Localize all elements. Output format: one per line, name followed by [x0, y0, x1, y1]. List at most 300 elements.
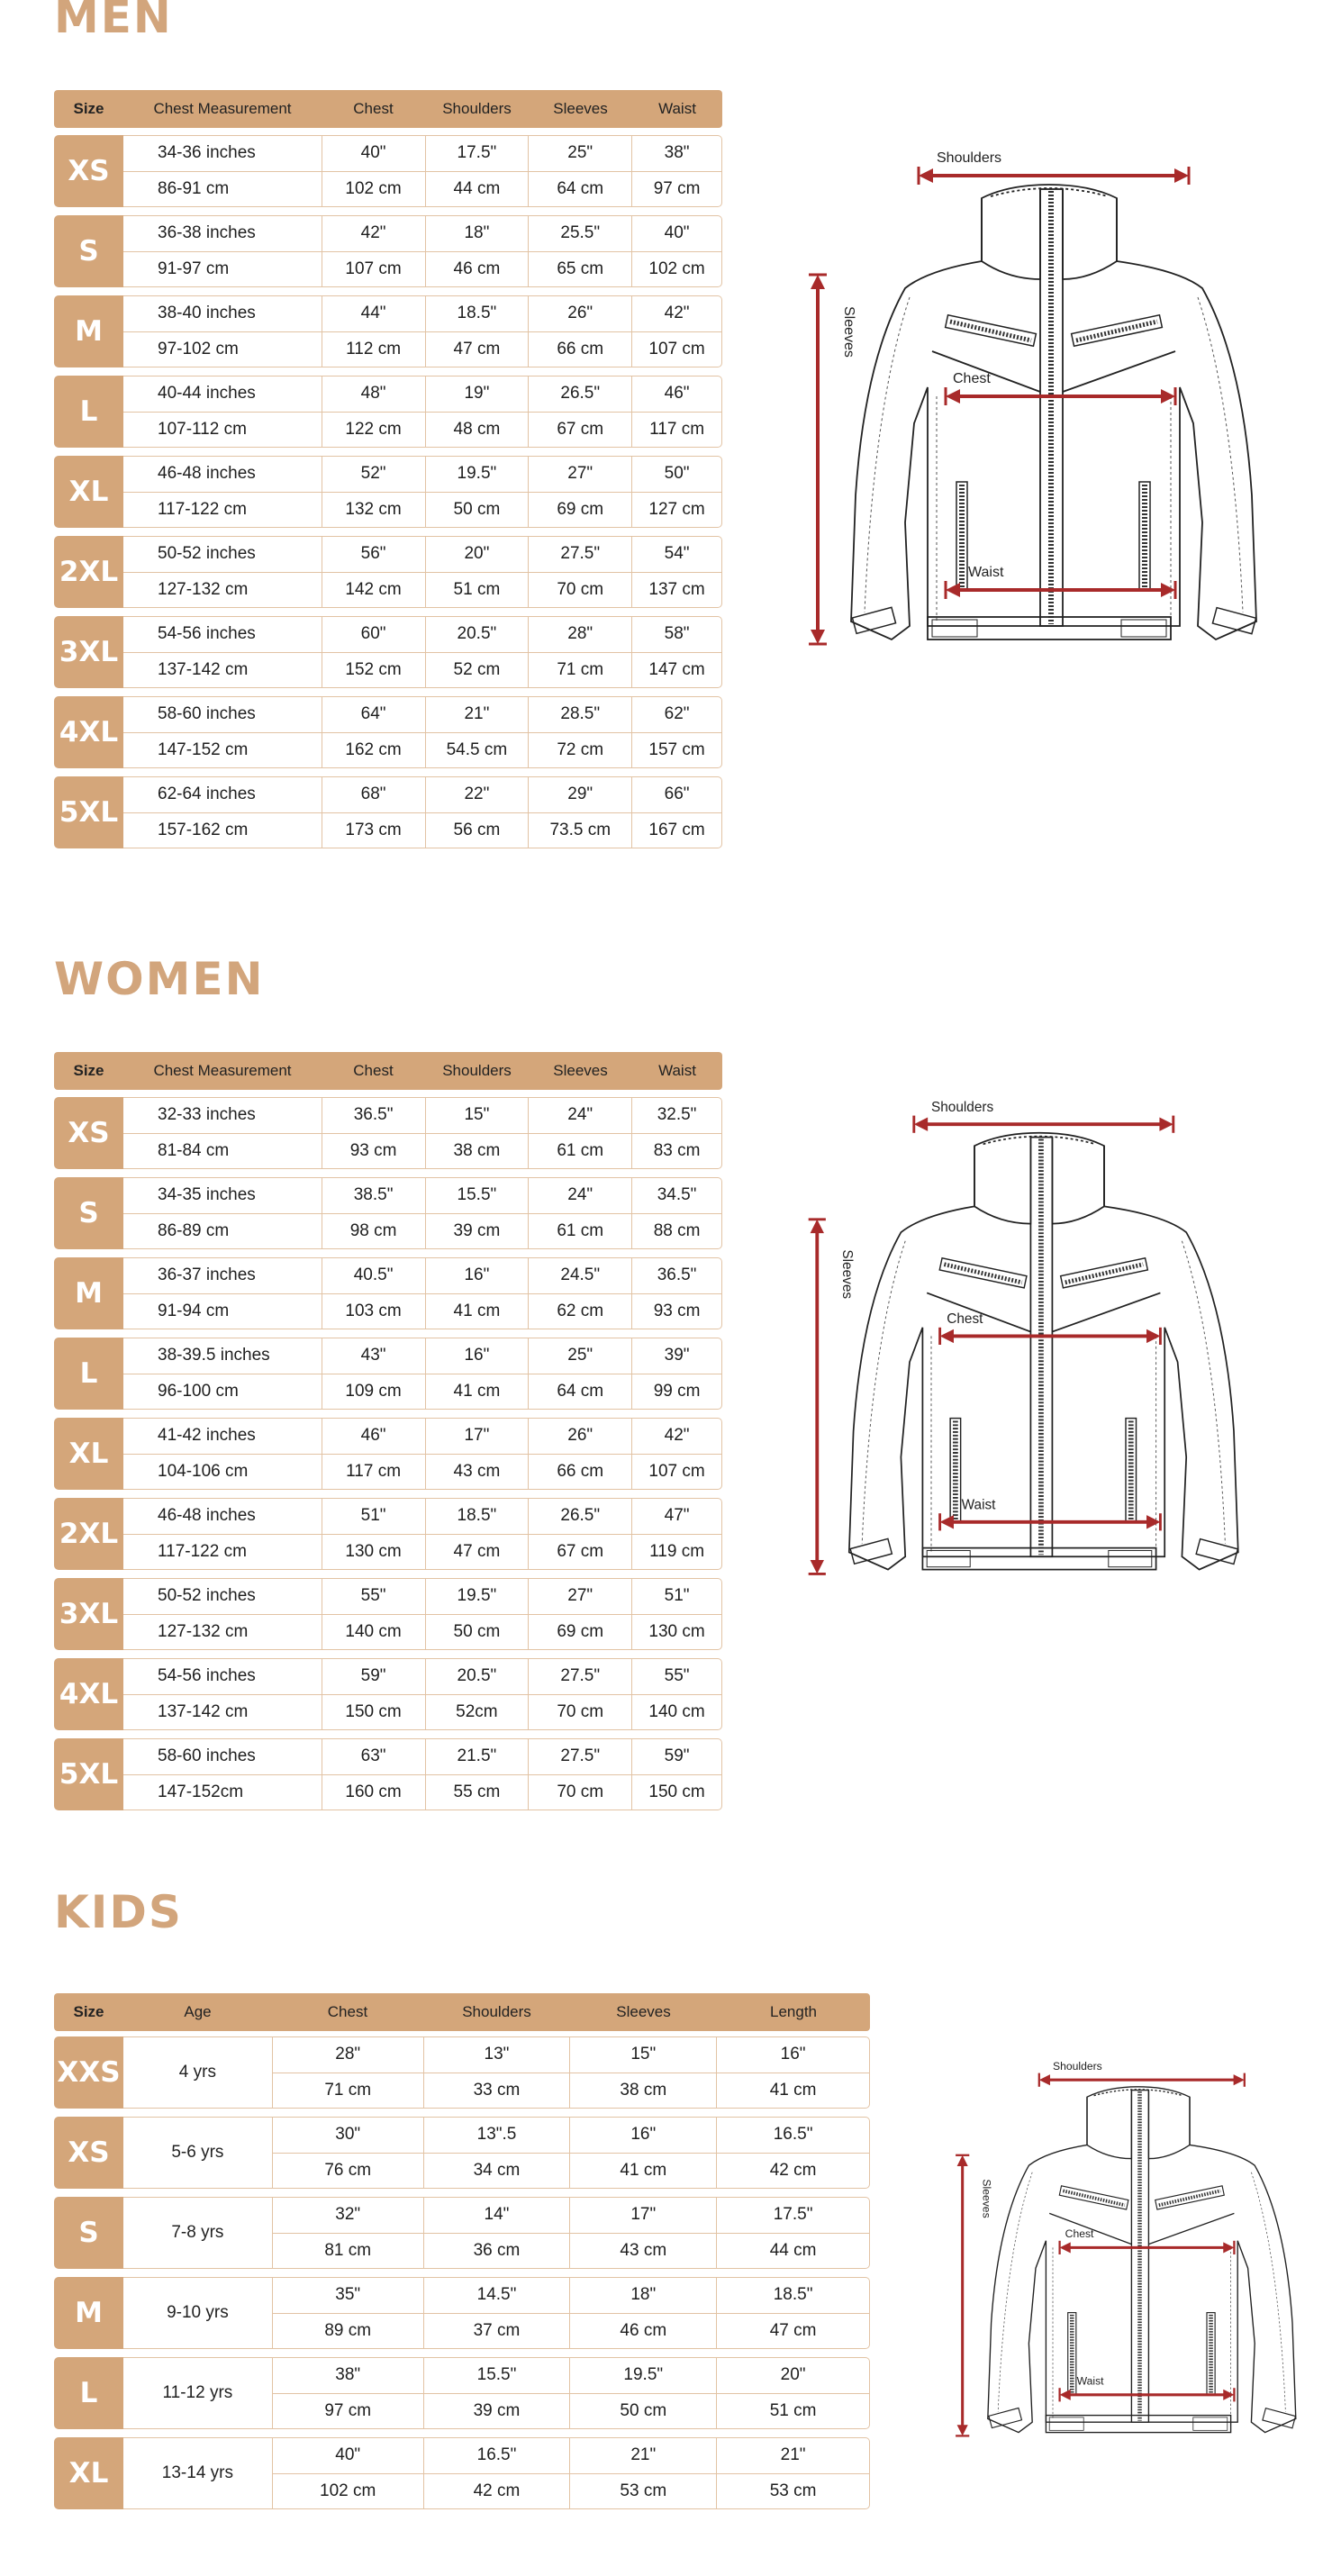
value-inches: 40" — [322, 136, 425, 172]
value-inches: 14.5" — [424, 2278, 570, 2314]
value-inches: 36-38 inches — [123, 216, 322, 252]
cell-sleeves — [528, 1419, 631, 1489]
value-cm: 97-102 cm — [158, 339, 239, 358]
header-length: Length — [770, 2003, 817, 2020]
value-inches: 16" — [717, 2037, 869, 2073]
value-inches: 16" — [570, 2118, 716, 2154]
row-values — [123, 1338, 722, 1410]
table-row — [54, 376, 722, 448]
value-age: 11-12 yrs — [162, 2383, 233, 2402]
cell-sleeves — [528, 216, 631, 286]
value-cm: 69 cm — [557, 499, 604, 519]
value-cm: 36 cm — [473, 2240, 521, 2260]
cell-sleeves — [528, 1258, 631, 1329]
value-cm: 44 cm — [769, 2240, 817, 2260]
size-label: M — [54, 295, 123, 367]
value-cm: 70 cm — [557, 1782, 604, 1801]
value-inches: 40" — [632, 216, 721, 252]
value-inches: 18" — [426, 216, 529, 252]
cell-length — [716, 2118, 869, 2188]
value-cm: 150 cm — [345, 1701, 402, 1721]
row-values — [123, 616, 722, 688]
cell-chest — [322, 136, 425, 206]
value-cm: 122 cm — [345, 419, 402, 439]
value-cm: 61 cm — [557, 1220, 604, 1240]
value-inches: 30" — [273, 2118, 423, 2154]
value-inches: 66" — [632, 777, 721, 813]
value-cm: 137-142 cm — [158, 1701, 249, 1721]
value-inches: 38" — [273, 2358, 423, 2394]
table-row — [54, 696, 722, 768]
value-inches: 21" — [426, 697, 529, 733]
value-cm: 56 cm — [453, 820, 501, 839]
value-inches: 13" — [424, 2037, 570, 2073]
cell-waist — [631, 537, 721, 607]
cell-age — [123, 2358, 272, 2428]
table-row — [54, 536, 722, 608]
women-section-title: WOMEN — [54, 953, 265, 1005]
value-inches: 16.5" — [424, 2438, 570, 2474]
cell-age — [123, 2198, 272, 2268]
table-row — [54, 1418, 722, 1490]
header-size: Size — [73, 100, 104, 117]
value-cm: 51 cm — [769, 2400, 817, 2420]
value-inches: 24.5" — [529, 1258, 631, 1294]
value-cm: 147 cm — [648, 659, 705, 679]
row-values — [123, 2197, 870, 2269]
value-cm: 52 cm — [453, 659, 501, 679]
table-row — [54, 1658, 722, 1730]
cell-chest — [322, 1659, 425, 1729]
jacket-outline — [851, 185, 1256, 639]
header-size: Size — [73, 1062, 104, 1079]
value-inches: 55" — [632, 1659, 721, 1695]
row-values — [123, 2036, 870, 2109]
header-shoulders: Shoulders — [442, 100, 512, 117]
cell-sleeves — [528, 376, 631, 447]
cell-shoulders — [425, 1659, 529, 1729]
value-cm: 91-97 cm — [158, 259, 230, 278]
cell-age — [123, 2037, 272, 2108]
cell-shoulders — [425, 1739, 529, 1810]
value-cm: 117-122 cm — [158, 1541, 247, 1561]
size-label: L — [54, 2357, 123, 2429]
value-inches: 38" — [632, 136, 721, 172]
value-cm: 112 cm — [346, 339, 402, 358]
value-cm: 107 cm — [648, 1461, 705, 1481]
value-cm: 93 cm — [349, 1140, 397, 1160]
value-cm: 117 cm — [649, 419, 705, 439]
cell-chest — [272, 2358, 423, 2428]
cell-waist — [631, 617, 721, 687]
value-cm: 41 cm — [453, 1301, 501, 1320]
value-inches: 56" — [322, 537, 425, 573]
value-cm: 107 cm — [345, 259, 402, 278]
value-inches: 26.5" — [529, 1499, 631, 1535]
cell-chest — [322, 1739, 425, 1810]
value-inches: 34.5" — [632, 1178, 721, 1214]
value-inches: 58-60 inches — [123, 697, 322, 733]
value-cm: 38 cm — [620, 2080, 667, 2100]
value-cm: 109 cm — [345, 1381, 402, 1401]
kids-section-title: KIDS — [54, 1886, 183, 1938]
size-label: L — [54, 376, 123, 448]
value-inches: 16" — [426, 1258, 529, 1294]
value-inches: 14" — [424, 2198, 570, 2234]
cell-chest — [322, 1258, 425, 1329]
value-cm: 102 cm — [648, 259, 705, 278]
value-cm: 38 cm — [453, 1140, 501, 1160]
cell-chest — [322, 1098, 425, 1168]
cell-waist — [631, 136, 721, 206]
value-cm: 64 cm — [557, 178, 604, 198]
size-label: 3XL — [54, 616, 123, 688]
value-inches: 38-40 inches — [123, 296, 322, 332]
value-cm: 81-84 cm — [158, 1140, 230, 1160]
cell-shoulders — [423, 2198, 570, 2268]
value-inches: 32" — [273, 2198, 423, 2234]
cell-sleeves — [569, 2037, 716, 2108]
kids-jacket-diagram — [950, 2049, 1328, 2463]
table-row — [54, 1177, 722, 1249]
cell-age — [123, 2118, 272, 2188]
value-cm: 71 cm — [324, 2080, 372, 2100]
cell-chest — [322, 1499, 425, 1569]
row-values — [123, 1658, 722, 1730]
table-row — [54, 215, 722, 287]
value-cm: 71 cm — [557, 659, 604, 679]
value-inches: 40-44 inches — [123, 376, 322, 413]
value-cm: 117-122 cm — [158, 499, 247, 519]
row-values — [123, 1418, 722, 1490]
table-row — [54, 1257, 722, 1329]
header-waist: Waist — [658, 100, 696, 117]
value-cm: 41 cm — [769, 2080, 817, 2100]
cell-measure — [123, 1178, 322, 1248]
cell-measure — [123, 1739, 322, 1810]
cell-sleeves — [528, 1338, 631, 1409]
value-inches: 44" — [322, 296, 425, 332]
value-inches: 46-48 inches — [123, 457, 322, 493]
waist-label: Waist — [1076, 2374, 1104, 2388]
cell-measure — [123, 1098, 322, 1168]
value-cm: 157 cm — [648, 739, 705, 759]
value-inches: 28" — [529, 617, 631, 653]
row-values — [123, 536, 722, 608]
value-inches: 52" — [322, 457, 425, 493]
row-values — [123, 1257, 722, 1329]
value-inches: 34-35 inches — [123, 1178, 322, 1214]
size-label: XS — [54, 2117, 123, 2189]
value-inches: 24" — [529, 1178, 631, 1214]
value-cm: 86-89 cm — [158, 1220, 230, 1240]
header-size: Size — [73, 2003, 104, 2020]
value-cm: 47 cm — [453, 1541, 501, 1561]
value-inches: 15.5" — [424, 2358, 570, 2394]
cell-measure — [123, 1338, 322, 1409]
value-cm: 142 cm — [345, 579, 402, 599]
value-cm: 98 cm — [349, 1220, 397, 1240]
value-cm: 140 cm — [648, 1701, 705, 1721]
table-row — [54, 295, 722, 367]
cell-sleeves — [569, 2198, 716, 2268]
size-label: M — [54, 1257, 123, 1329]
cell-sleeves — [528, 1499, 631, 1569]
value-cm: 50 cm — [620, 2400, 667, 2420]
value-cm: 99 cm — [653, 1381, 701, 1401]
value-cm: 150 cm — [648, 1782, 705, 1801]
value-cm: 46 cm — [453, 259, 501, 278]
cell-waist — [631, 1579, 721, 1649]
size-label: 5XL — [54, 1738, 123, 1810]
table-row — [54, 616, 722, 688]
value-inches: 54-56 inches — [123, 617, 322, 653]
header-chest-measurement: Chest Measurement — [153, 1062, 292, 1079]
header-shoulders: Shoulders — [462, 2003, 531, 2020]
value-cm: 93 cm — [653, 1301, 701, 1320]
cell-sleeves — [528, 617, 631, 687]
waist-label: Waist — [968, 565, 1004, 580]
cell-waist — [631, 1258, 721, 1329]
value-cm: 97 cm — [324, 2400, 372, 2420]
cell-length — [716, 2037, 869, 2108]
value-age: 5-6 yrs — [171, 2143, 224, 2162]
value-inches: 26" — [529, 1419, 631, 1455]
size-label: XS — [54, 135, 123, 207]
value-inches: 25" — [529, 1338, 631, 1374]
value-inches: 28.5" — [529, 697, 631, 733]
value-cm: 39 cm — [453, 1220, 501, 1240]
cell-chest — [322, 457, 425, 527]
cell-age — [123, 2438, 272, 2508]
row-values — [123, 1177, 722, 1249]
value-inches: 55" — [322, 1579, 425, 1615]
table-row — [54, 776, 722, 848]
size-label: 4XL — [54, 696, 123, 768]
sleeves-label: Sleeves — [841, 306, 856, 358]
value-inches: 21" — [717, 2438, 869, 2474]
row-values — [123, 456, 722, 528]
value-cm: 51 cm — [453, 579, 501, 599]
cell-measure — [123, 1499, 322, 1569]
table-row — [54, 2197, 870, 2269]
cell-sleeves — [528, 296, 631, 367]
value-cm: 50 cm — [453, 499, 501, 519]
value-inches: 42" — [632, 296, 721, 332]
row-values — [123, 1498, 722, 1570]
value-inches: 50" — [632, 457, 721, 493]
value-cm: 130 cm — [345, 1541, 402, 1561]
cell-measure — [123, 216, 322, 286]
cell-measure — [123, 457, 322, 527]
value-age: 4 yrs — [178, 2063, 216, 2082]
cell-length — [716, 2358, 869, 2428]
value-inches: 58" — [632, 617, 721, 653]
value-cm: 53 cm — [620, 2481, 667, 2500]
value-inches: 20" — [426, 537, 529, 573]
cell-measure — [123, 537, 322, 607]
row-values — [123, 2277, 870, 2349]
size-label: S — [54, 2197, 123, 2269]
value-cm: 41 cm — [620, 2160, 667, 2180]
value-cm: 130 cm — [648, 1621, 705, 1641]
value-inches: 25.5" — [529, 216, 631, 252]
value-cm: 43 cm — [620, 2240, 667, 2260]
cell-sleeves — [528, 697, 631, 767]
cell-shoulders — [425, 1098, 529, 1168]
value-inches: 43" — [322, 1338, 425, 1374]
row-values — [123, 2357, 870, 2429]
cell-shoulders — [423, 2438, 570, 2508]
table-row — [54, 2357, 870, 2429]
cell-waist — [631, 296, 721, 367]
value-cm: 76 cm — [324, 2160, 372, 2180]
value-cm: 44 cm — [453, 178, 501, 198]
cell-shoulders — [425, 1178, 529, 1248]
cell-length — [716, 2438, 869, 2508]
cell-chest — [272, 2438, 423, 2508]
jacket-outline — [988, 2087, 1296, 2433]
size-label: XXS — [54, 2036, 123, 2109]
cell-chest — [322, 1178, 425, 1248]
value-cm: 66 cm — [557, 339, 604, 358]
waist-label: Waist — [961, 1497, 996, 1513]
value-cm: 102 cm — [320, 2481, 376, 2500]
value-cm: 67 cm — [557, 1541, 604, 1561]
value-cm: 137 cm — [648, 579, 705, 599]
value-inches: 59" — [632, 1739, 721, 1775]
cell-shoulders — [423, 2278, 570, 2348]
value-cm: 34 cm — [473, 2160, 521, 2180]
cell-shoulders — [425, 1338, 529, 1409]
value-cm: 67 cm — [557, 419, 604, 439]
value-cm: 64 cm — [557, 1381, 604, 1401]
header-sleeves: Sleeves — [553, 100, 608, 117]
cell-chest — [322, 1338, 425, 1409]
value-cm: 119 cm — [649, 1541, 705, 1561]
value-cm: 97 cm — [653, 178, 701, 198]
value-cm: 42 cm — [473, 2481, 521, 2500]
table-row — [54, 2437, 870, 2509]
value-inches: 54" — [632, 537, 721, 573]
value-cm: 33 cm — [473, 2080, 521, 2100]
value-inches: 17" — [426, 1419, 529, 1455]
value-inches: 62-64 inches — [123, 777, 322, 813]
cell-waist — [631, 1739, 721, 1810]
table-header — [54, 1052, 722, 1090]
value-inches: 20.5" — [426, 617, 529, 653]
cell-shoulders — [425, 1419, 529, 1489]
cell-age — [123, 2278, 272, 2348]
header-sleeves: Sleeves — [553, 1062, 608, 1079]
cell-chest — [322, 1419, 425, 1489]
value-cm: 96-100 cm — [158, 1381, 239, 1401]
value-cm: 43 cm — [453, 1461, 501, 1481]
value-inches: 46-48 inches — [123, 1499, 322, 1535]
cell-measure — [123, 697, 322, 767]
cell-chest — [322, 697, 425, 767]
cell-sleeves — [528, 777, 631, 848]
cell-chest — [272, 2278, 423, 2348]
header-sleeves: Sleeves — [616, 2003, 671, 2020]
cell-chest — [272, 2118, 423, 2188]
value-cm: 54.5 cm — [446, 739, 508, 759]
cell-shoulders — [423, 2037, 570, 2108]
row-values — [123, 295, 722, 367]
value-cm: 39 cm — [473, 2400, 521, 2420]
sleeves-label: Sleeves — [980, 2179, 993, 2218]
cell-shoulders — [425, 777, 529, 848]
value-inches: 51" — [322, 1499, 425, 1535]
value-cm: 152 cm — [345, 659, 402, 679]
cell-waist — [631, 1499, 721, 1569]
size-label: XL — [54, 1418, 123, 1490]
size-label: S — [54, 215, 123, 287]
table-row — [54, 456, 722, 528]
cell-sleeves — [528, 1579, 631, 1649]
value-cm: 107-112 cm — [158, 419, 247, 439]
value-inches: 26" — [529, 296, 631, 332]
cell-shoulders — [425, 216, 529, 286]
cell-shoulders — [425, 136, 529, 206]
cell-waist — [631, 1659, 721, 1729]
value-inches: 16.5" — [717, 2118, 869, 2154]
value-cm: 65 cm — [557, 259, 604, 278]
cell-waist — [631, 457, 721, 527]
men-section-title: MEN — [54, 0, 173, 43]
cell-chest — [322, 1579, 425, 1649]
table-row — [54, 1097, 722, 1169]
cell-shoulders — [425, 1579, 529, 1649]
value-inches: 27" — [529, 1579, 631, 1615]
size-label: XS — [54, 1097, 123, 1169]
cell-waist — [631, 1338, 721, 1409]
value-inches: 27.5" — [529, 1659, 631, 1695]
cell-sleeves — [569, 2118, 716, 2188]
value-inches: 17.5" — [426, 136, 529, 172]
row-values — [123, 135, 722, 207]
cell-chest — [322, 617, 425, 687]
cell-chest — [322, 777, 425, 848]
cell-length — [716, 2198, 869, 2268]
value-inches: 24" — [529, 1098, 631, 1134]
cell-measure — [123, 296, 322, 367]
value-inches: 46" — [632, 376, 721, 413]
cell-sleeves — [569, 2358, 716, 2428]
cell-chest — [322, 296, 425, 367]
value-inches: 48" — [322, 376, 425, 413]
value-inches: 15" — [570, 2037, 716, 2073]
men-jacket-diagram — [802, 135, 1288, 658]
value-inches: 50-52 inches — [123, 1579, 322, 1615]
cell-measure — [123, 1419, 322, 1489]
size-label: L — [54, 1338, 123, 1410]
value-inches: 51" — [632, 1579, 721, 1615]
cell-chest — [272, 2037, 423, 2108]
value-inches: 59" — [322, 1659, 425, 1695]
value-inches: 19.5" — [426, 457, 529, 493]
header-chest: Chest — [327, 2003, 368, 2020]
size-label: 2XL — [54, 536, 123, 608]
cell-sleeves — [528, 136, 631, 206]
cell-chest — [322, 537, 425, 607]
table-row — [54, 2117, 870, 2189]
value-inches: 26.5" — [529, 376, 631, 413]
value-inches: 34-36 inches — [123, 136, 322, 172]
value-cm: 83 cm — [653, 1140, 701, 1160]
value-cm: 73.5 cm — [549, 820, 612, 839]
table-header — [54, 90, 722, 128]
